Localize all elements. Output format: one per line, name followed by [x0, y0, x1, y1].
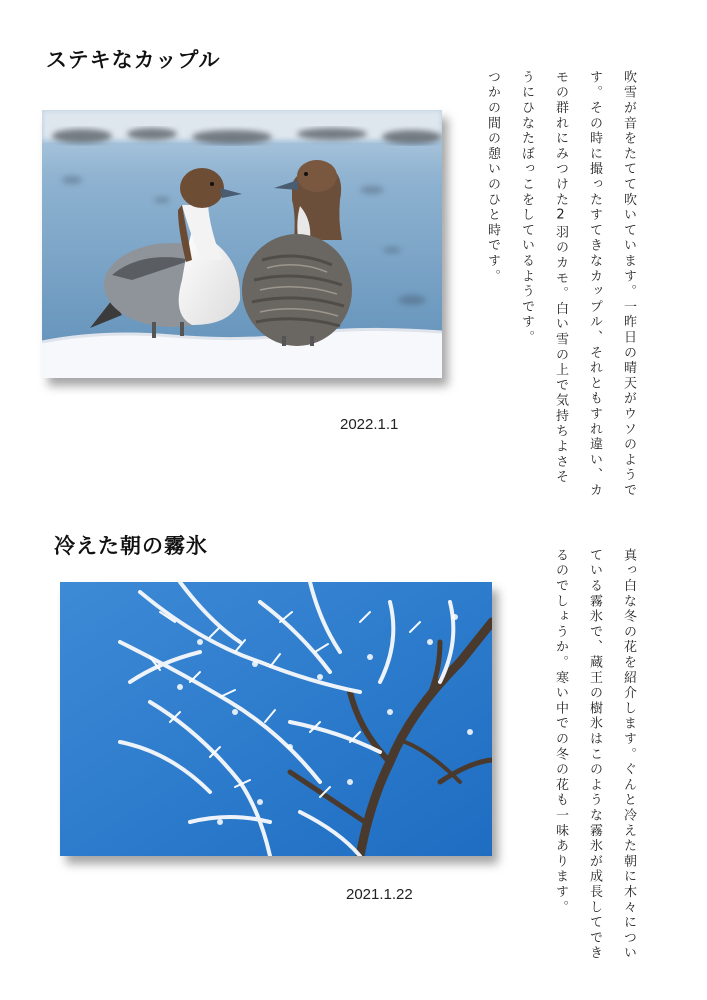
pintail-ducks-photo [42, 110, 442, 378]
section2-story [495, 548, 645, 968]
section1-paragraph-2: つかの間の憩いのひと時です。 [485, 70, 500, 285]
section2-paragraph-1: 真っ白な冬の花を紹介します。ぐんと冷えた朝に木々についている霧氷で、蔵王の樹氷はこのような霧氷が成長してできるのでしょうか。寒い中での冬の花も一味あります。 [553, 548, 636, 962]
section2-title: 冷えた朝の霧氷 [54, 534, 208, 558]
section1-paragraph-1: 吹雪が音をたてて吹いています。一昨日の晴天がウソのようです。その時に撮ったすてきなカップル、それともすれ違い、カモの群れにみつけた2羽のカモ。白い雪の上で気持ちよさそうにひなたぼっこをしているようです。 [519, 70, 636, 499]
section1-date: 2022.1.1 [340, 416, 399, 433]
pintail-ducks-on-snow-photo [42, 110, 442, 378]
section1-title: ステキなカップル [46, 48, 221, 72]
frosted-tree-photo [60, 582, 492, 856]
section1-story [485, 70, 645, 500]
frosted-tree-branches-photo [60, 582, 492, 856]
section2-date: 2021.1.22 [346, 886, 413, 903]
